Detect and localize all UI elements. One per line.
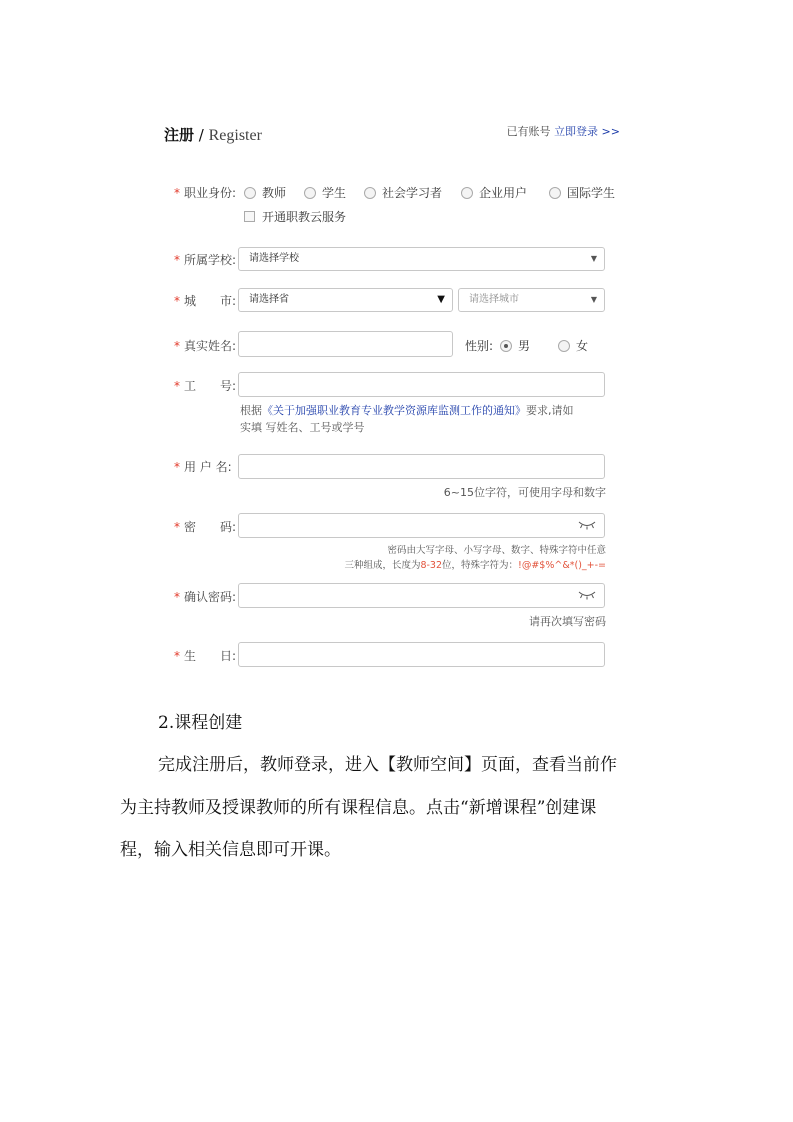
identity-label-text: 职业身份: — [184, 186, 237, 200]
password-length: 8-32 — [420, 560, 443, 571]
realname-label-text: 真实姓名: — [184, 339, 237, 353]
required-mark: * — [174, 186, 180, 200]
chevron-down-icon: ▼ — [590, 254, 597, 263]
radio-icon[interactable] — [304, 187, 316, 199]
option-label: 企业用户 — [479, 186, 528, 200]
required-mark: * — [174, 253, 180, 267]
paragraph-line-3: 程，输入相关信息即可开课。 — [120, 840, 341, 860]
gender-option-male[interactable] — [500, 337, 530, 354]
option-label: 学生 — [322, 186, 347, 200]
required-mark: * — [174, 294, 180, 308]
login-link[interactable]: 立即登录 >> — [554, 125, 620, 138]
identity-label — [174, 184, 236, 201]
required-mark: * — [174, 520, 180, 534]
zjy-service-checkbox[interactable] — [244, 211, 255, 222]
job-no-input[interactable] — [238, 372, 605, 397]
required-mark: * — [174, 339, 180, 353]
required-mark: * — [174, 649, 180, 663]
required-mark: * — [174, 460, 180, 474]
special-chars: !@#$%^&*()_+-= — [518, 560, 606, 571]
city-label — [174, 292, 236, 309]
confirm-label-text: 确认密码: — [184, 590, 237, 604]
password-hint-line1: 密码由大写字母、小写字母、数字、特殊字符中任意 — [387, 545, 606, 556]
password-input[interactable] — [238, 513, 605, 538]
job-no-hint — [240, 402, 574, 418]
radio-icon[interactable] — [461, 187, 473, 199]
province-select-value: 请选择省 — [249, 294, 289, 305]
job-no-label-text: 工 号: — [184, 379, 237, 393]
password-label-text: 密 码: — [184, 520, 237, 534]
radio-checked-icon[interactable] — [500, 340, 512, 352]
gender-label: 性别: — [465, 339, 494, 353]
identity-option-student[interactable] — [304, 184, 346, 201]
zjy-service-checkbox-row[interactable] — [244, 208, 346, 225]
password-hint-line2 — [344, 557, 606, 571]
option-label: 国际学生 — [567, 186, 616, 200]
required-mark: * — [174, 379, 180, 393]
confirm-password-input[interactable] — [238, 583, 605, 608]
city-select[interactable] — [458, 288, 605, 312]
paragraph-line-1: 完成注册后，教师登录，进入【教师空间】页面，查看当前作 — [158, 755, 617, 775]
title-en: Register — [208, 127, 262, 144]
birthday-label-text: 生 日: — [184, 649, 237, 663]
paragraph-line-2: 为主持教师及授课教师的所有课程信息。点击“新增课程”创建课 — [120, 798, 597, 818]
job-no-hint-line2: 实填 写姓名、工号或学号 — [240, 421, 365, 434]
section-heading: 2.课程创建 — [158, 713, 243, 733]
job-no-label — [174, 377, 236, 394]
confirm-password-label — [174, 588, 236, 605]
eye-closed-icon[interactable] — [578, 590, 596, 600]
radio-icon[interactable] — [549, 187, 561, 199]
city-label-text: 城 市: — [184, 294, 237, 308]
username-label — [174, 458, 232, 475]
hint-text: 要求,请如 — [526, 404, 574, 417]
identity-option-social-learner[interactable] — [364, 184, 442, 201]
username-label-text: 用 户 名: — [184, 460, 232, 474]
username-hint: 6~15位字符，可使用字母和数字 — [443, 486, 606, 499]
realname-input[interactable] — [238, 331, 453, 357]
login-prompt — [507, 123, 620, 139]
title-separator: / — [194, 126, 209, 144]
eye-closed-icon[interactable] — [578, 520, 596, 530]
option-label: 教师 — [262, 186, 287, 200]
school-label-text: 所属学校: — [184, 253, 237, 267]
chevron-down-icon: ▼ — [590, 295, 597, 304]
have-account-text: 已有账号 — [506, 125, 551, 138]
school-select-value: 请选择学校 — [249, 253, 299, 264]
city-select-value: 请选择城市 — [469, 294, 519, 305]
birthday-input[interactable] — [238, 642, 605, 667]
province-select[interactable] — [238, 288, 453, 312]
identity-option-teacher[interactable] — [244, 184, 286, 201]
required-mark: * — [174, 590, 180, 604]
school-label — [174, 251, 236, 268]
option-label: 男 — [518, 339, 531, 353]
identity-option-enterprise[interactable] — [461, 184, 527, 201]
password-label — [174, 518, 236, 535]
radio-icon[interactable] — [364, 187, 376, 199]
form-title — [164, 124, 262, 145]
title-cn: 注册 — [164, 126, 195, 144]
radio-icon[interactable] — [244, 187, 256, 199]
username-input[interactable] — [238, 454, 605, 479]
hint-text: 根据 — [240, 404, 262, 417]
gender-option-female[interactable] — [558, 337, 588, 354]
option-label: 女 — [576, 339, 589, 353]
zjy-service-label: 开通职教云服务 — [262, 210, 347, 224]
chevron-down-icon: ▼ — [437, 294, 445, 305]
notice-link[interactable]: 《关于加强职业教育专业教学资源库监测工作的通知》 — [262, 404, 526, 417]
hint-text: 三种组成，长度为 — [344, 560, 421, 571]
option-label: 社会学习者 — [382, 186, 443, 200]
hint-text: 位，特殊字符为： — [442, 560, 519, 571]
radio-icon[interactable] — [558, 340, 570, 352]
realname-label — [174, 337, 236, 354]
school-select[interactable] — [238, 247, 605, 271]
confirm-password-hint: 请再次填写密码 — [529, 615, 606, 628]
birthday-label — [174, 647, 236, 664]
identity-option-international[interactable] — [549, 184, 615, 201]
